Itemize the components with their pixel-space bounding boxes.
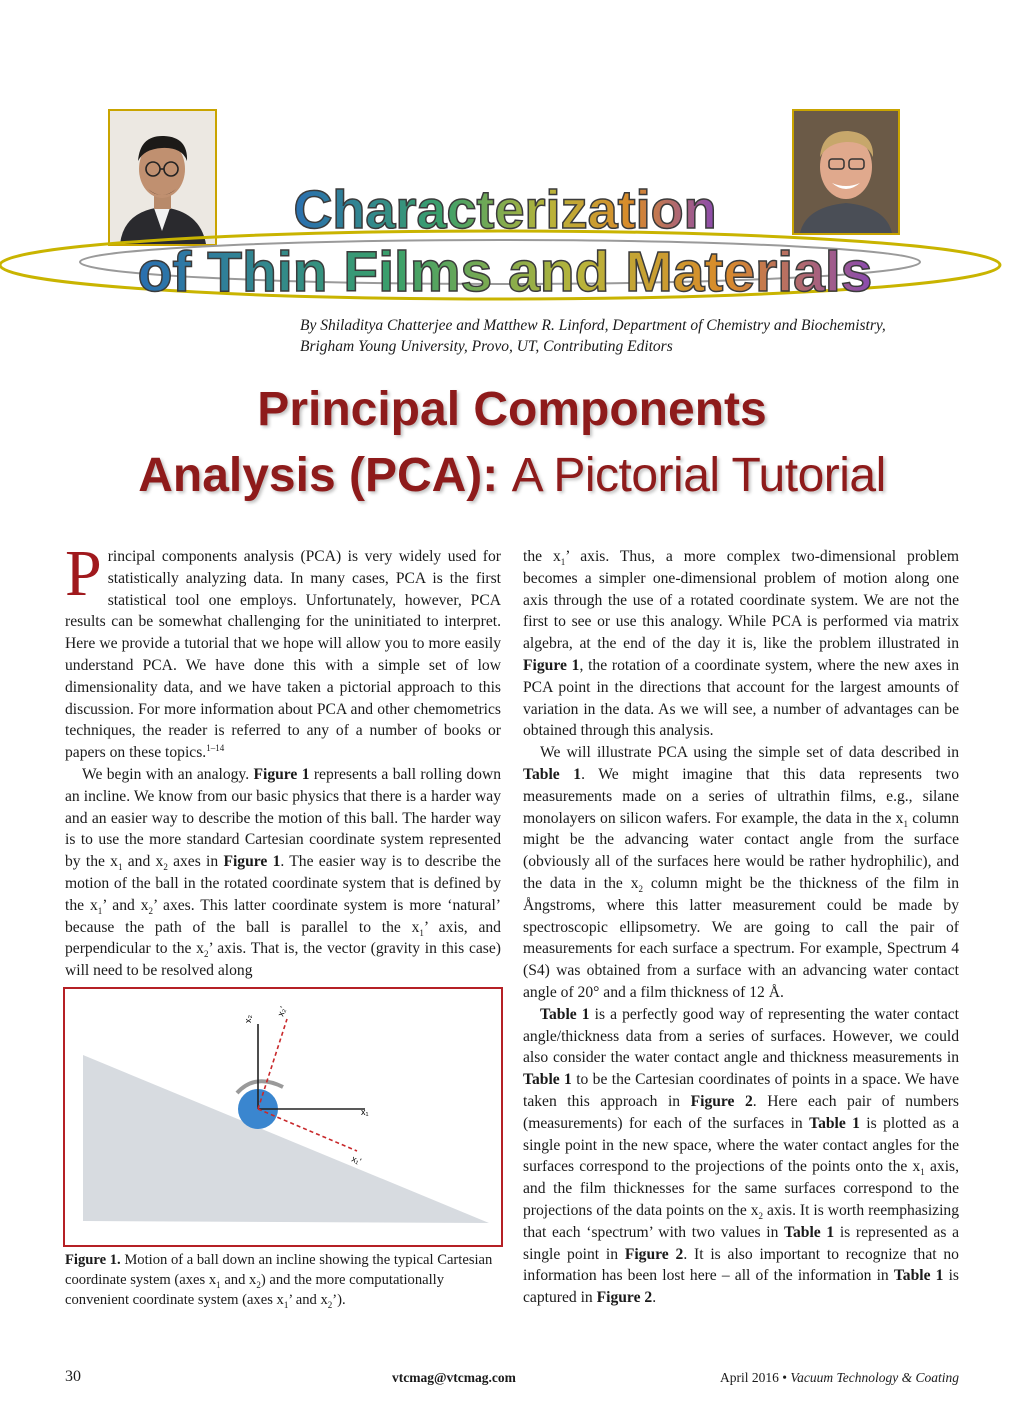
paragraph-continued: the $x_1$’ axis. Thus, a more complex two-dimensional problem becomes a simpler one-dimensional problem of motion along one axis through the use of a rotated coordinate system. We are not the first to see or use this analogy. While PCA is performed via matrix algebra, at the end of the day it is, like the problem illustrated in Figure 1, the rotation of a coordinate system, where the new axes in PCA point in the directions that account for the largest amounts of variation in the data. As we will see, a number of advantages can be obtained through this analysis. <box>523 548 960 740</box>
article-title-bold: Analysis (PCA): <box>138 449 499 502</box>
paragraph-figure-2: Table 1 is a perfectly good way of representing the water contact angle/thickness data from a series of surfaces. However, we could also consider the water contact angle and thickness measurements in Table 1 to be the Cartesian coordinates of points in a space. We have taken this approach in Figure 2. Here each pair of numbers (measurements) for each of the surfaces in Table 1 is plotted as a single point in the new space, where the water contact angles for the surfaces correspond to the projections of the points onto the $x_1$ axis, and the film thicknesses for the same surfaces correspond to the projections of the data points on the $x_2$ axis. It is worth reemphasizing that each ‘spectrum’ with two values in Table 1 is represented as a single point in Figure 2. It is also important to recognize that no information has been lost here – all of the information in Table 1 is captured in Figure 2. <box>523 1005 960 1307</box>
byline-line-1: By Shiladitya Chatterjee and Matthew R. Linford, Department of Chemistry and Biochemistry, <box>300 317 886 334</box>
label-x2-prime: x₂' <box>275 1005 289 1018</box>
byline-line-2: Brigham Young University, Provo, UT, Contributing Editors <box>300 338 673 355</box>
footer-bullet: • <box>782 1370 787 1385</box>
label-x1: x₁ <box>361 1107 369 1117</box>
body-column-right <box>523 546 959 1309</box>
paragraph-intro: Principal components analysis (PCA) is very widely used for statistically analyzing data. In many cases, PCA is the first statistical tool one employs. Unfortunately, however, PCA results can be somewhat challenging for the uninitiated to interpret. Here we provide a tutorial that we hope will allow you to more easily understand PCA. We have done this with a simple set of low dimensionality data, and we have taken a pictorial approach to this discussion. For more information about PCA and other chemometrics techniques, the reader is referred to any of a number of books or papers on these topics.$^{1-14}$ <box>65 537 501 762</box>
banner-line-2: of Thin Films and Materials <box>137 240 873 304</box>
paragraph-analogy: We begin with an analogy. Figure 1 represents a ball rolling down an incline. We know from our basic physics that there is a harder way and an easier way to describe the motion of this ball. The harder way is to use the more standard Cartesian coordinate system represented by the $x_1$ and $x_2$ axes in Figure 1. The easier way is to describe the motion of the ball in the rotated coordinate system that is defined by the $x_1$’ and $x_2$’ axes. This latter coordinate system is more ‘natural’ because the path of the ball is parallel to the $x_1$’ axis, and perpendicular to the $x_2$’ axis. That is, the vector (gravity in this case) will need to be resolved along <box>65 765 502 980</box>
footer-date: April 2016 <box>720 1370 779 1385</box>
figure-1 <box>63 987 503 1247</box>
figure-1-caption: Figure 1. Motion of a ball down an incline showing the typical Cartesian coordinate system (axes $x_1$ and $x_2$) and the more computationally convenient coordinate system (axes $x_1$’ and $x_2$’). <box>65 1252 493 1310</box>
footer-journal: Vacuum Technology & Coating <box>790 1370 959 1385</box>
caption-label: Figure 1. <box>65 1252 121 1268</box>
body-column-left <box>65 537 502 982</box>
paragraph-table-1: We will illustrate PCA using the simple set of data described in Table 1. We might imagine that this data represents two measurements made on a series of ultrathin films, e.g., silane monolayers on silicon wafers. For example, the data in the $x_1$ column might be the advancing water contact angle from the surface (obviously all of the surfaces here would be rather hydrophilic), and the data in the $x_2$ column might be the thickness of the film in Ångstroms, where this latter measurement could be made by spectroscopic ellipsometry. We are going to call the pair of measurements for each surface a spectrum. For example, Spectrum 4 (S4) was obtained from a surface with an advancing water contact angle of 20° and a film thickness of 12 Å. <box>523 744 959 1001</box>
drop-cap: P <box>65 537 102 610</box>
footer-email[interactable]: vtcmag@vtcmag.com <box>392 1370 516 1385</box>
byline <box>300 315 980 357</box>
page-number: 30 <box>65 1368 81 1385</box>
banner-line-1: Characterization <box>293 180 717 240</box>
article-title-light: A Pictorial Tutorial <box>511 449 886 502</box>
label-x1-prime: x₁' <box>350 1153 363 1167</box>
incline-shape <box>83 1055 489 1223</box>
footer-issue <box>720 1370 959 1386</box>
label-x2: x₂ <box>243 1015 253 1023</box>
department-banner <box>0 170 1024 310</box>
figure-1-diagram <box>65 989 501 1245</box>
article-title-line-2 <box>0 448 1024 503</box>
article-title-line-1: Principal Components <box>257 383 767 436</box>
